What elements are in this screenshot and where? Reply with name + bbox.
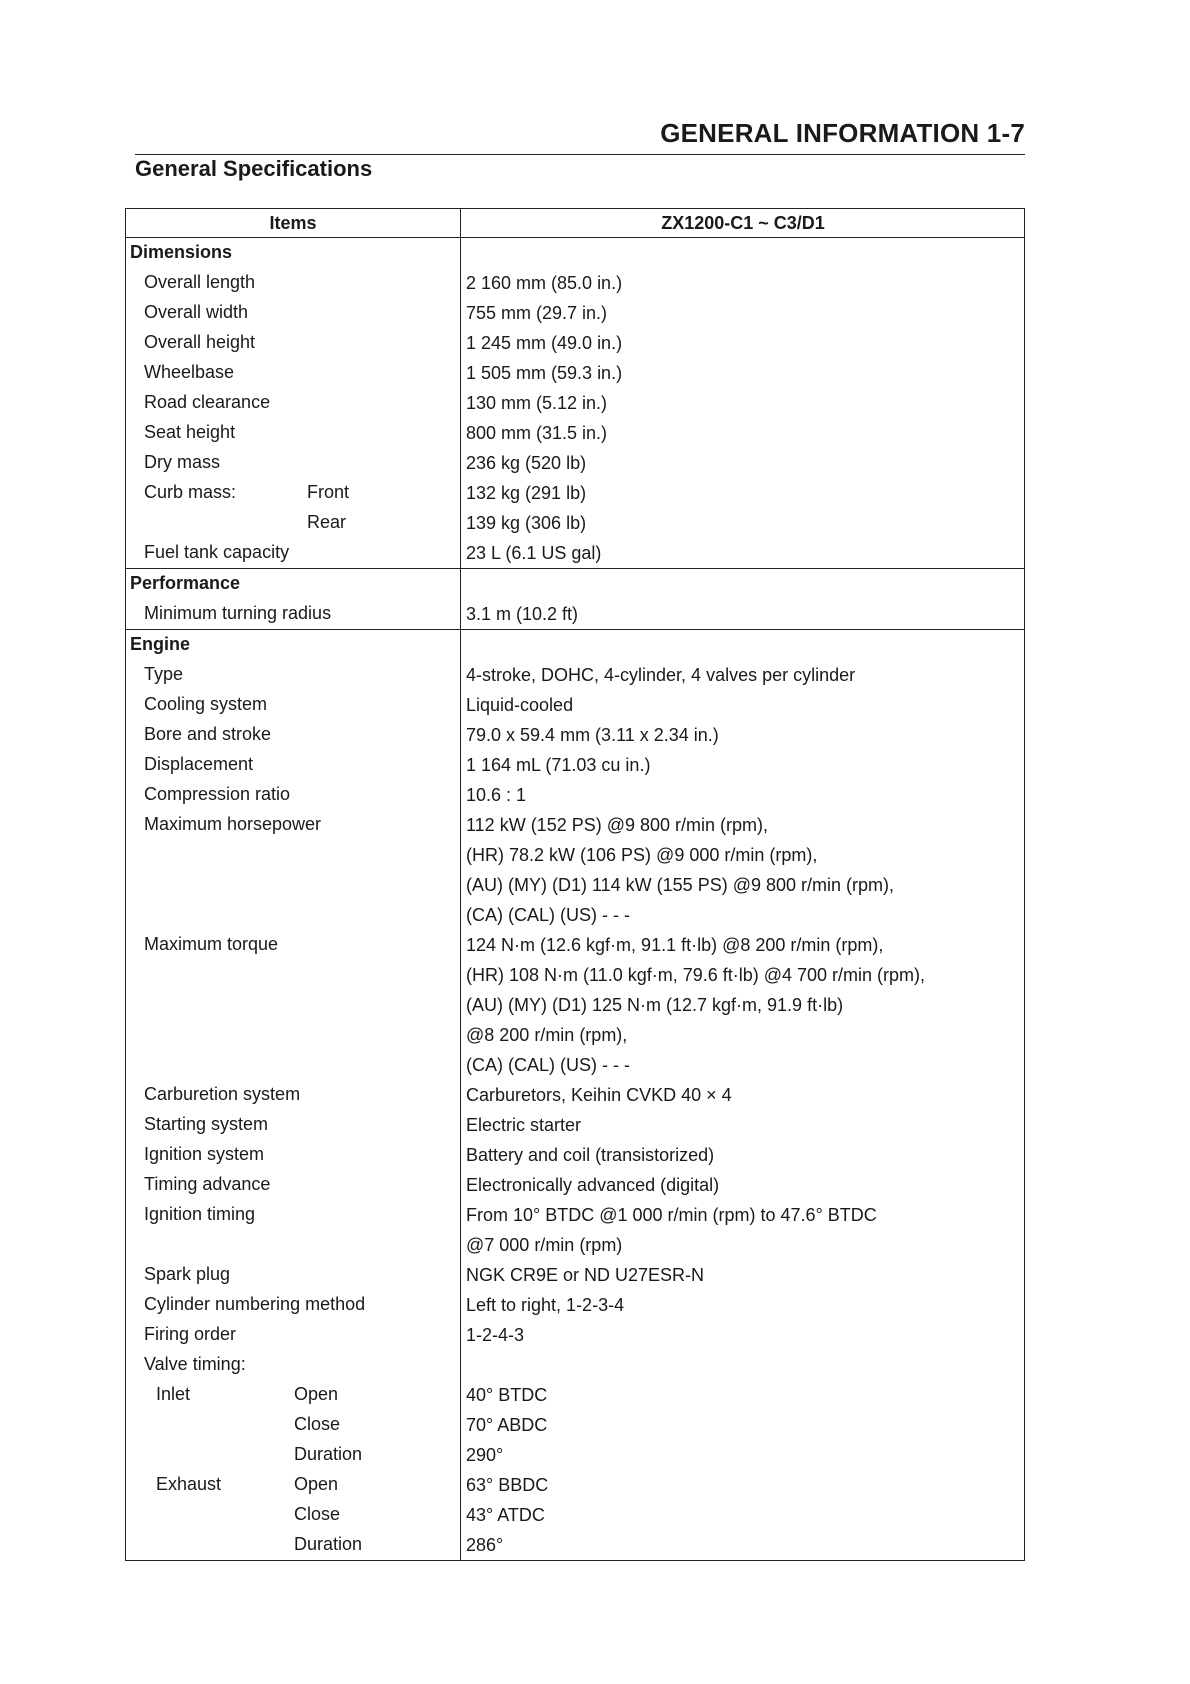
item-label: Overall width [144, 302, 249, 322]
item-label: Minimum turning radius [144, 603, 332, 623]
item-value: (AU) (MY) (D1) 114 kW (155 PS) @9 800 r/min (rpm), [466, 875, 895, 895]
table-row [126, 328, 1024, 358]
item-value: 124 N·m (12.6 kgf·m, 91.1 ft·lb) @8 200 r/min (rpm), [466, 935, 884, 955]
table-row [126, 960, 1024, 990]
table-row [126, 1260, 1024, 1290]
item-value: 286° [466, 1535, 504, 1555]
chapter-title: GENERAL INFORMATION 1-7 [660, 118, 1025, 148]
item-value: 1 164 mL (71.03 cu in.) [466, 755, 651, 775]
table-row [126, 268, 1024, 298]
header-items: Items [269, 213, 317, 233]
table-row [126, 599, 1024, 629]
table-row [126, 750, 1024, 780]
table-row [126, 508, 1024, 538]
table-row [126, 840, 1024, 870]
table-row [126, 1200, 1024, 1230]
item-value: (AU) (MY) (D1) 125 N·m (12.7 kgf·m, 91.9 ft·lb) [466, 995, 844, 1015]
table-row [126, 358, 1024, 388]
item-label: Ignition timing [144, 1204, 256, 1224]
item-label: Maximum torque [144, 934, 279, 954]
item-value: 139 kg (306 lb) [466, 513, 587, 533]
item-label: Wheelbase [144, 362, 235, 382]
table-row [126, 388, 1024, 418]
table-row [126, 1290, 1024, 1320]
item-label: Fuel tank capacity [144, 542, 290, 562]
item-value: From 10° BTDC @1 000 r/min (rpm) to 47.6° BTDC [466, 1205, 877, 1225]
item-label: Firing order [144, 1324, 237, 1344]
table-row [126, 870, 1024, 900]
item-value: Electric starter [466, 1115, 582, 1135]
table-row [126, 478, 1024, 508]
table-row [126, 448, 1024, 478]
table-row [126, 780, 1024, 810]
item-value: (CA) (CAL) (US) - - - [466, 905, 630, 925]
item-value: 2 160 mm (85.0 in.) [466, 273, 623, 293]
table-row [126, 1320, 1024, 1350]
item-label: Carburetion system [144, 1084, 301, 1104]
item-value: Carburetors, Keihin CVKD 40 × 4 [466, 1085, 732, 1105]
sub-label: Rear [307, 512, 347, 532]
item-label: Bore and stroke [144, 724, 272, 744]
item-value: 1-2-4-3 [466, 1325, 525, 1345]
item-label: Seat height [144, 422, 236, 442]
sub-label: Duration [294, 1444, 363, 1464]
table-row [126, 1530, 1024, 1560]
section-dimensions [126, 238, 1024, 569]
item-value: 132 kg (291 lb) [466, 483, 587, 503]
item-value: 112 kW (152 PS) @9 800 r/min (rpm), [466, 815, 769, 835]
section-heading: Engine [130, 634, 191, 654]
item-value: 130 mm (5.12 in.) [466, 393, 608, 413]
item-value: 79.0 x 59.4 mm (3.11 x 2.34 in.) [466, 725, 719, 745]
table-row [126, 569, 1024, 599]
item-label: Overall length [144, 272, 256, 292]
sub-label: Close [294, 1414, 341, 1434]
item-value: 1 245 mm (49.0 in.) [466, 333, 623, 353]
item-value: 40° BTDC [466, 1385, 548, 1405]
sub-label: Close [294, 1504, 341, 1524]
table-row [126, 298, 1024, 328]
section-engine [126, 630, 1024, 1560]
item-value: (HR) 78.2 kW (106 PS) @9 000 r/min (rpm), [466, 845, 818, 865]
item-label: Cooling system [144, 694, 268, 714]
item-label: Curb mass: [144, 482, 237, 502]
table-row [126, 1170, 1024, 1200]
item-value: Left to right, 1-2-3-4 [466, 1295, 625, 1315]
table-row [126, 1350, 1024, 1380]
item-value: 70° ABDC [466, 1415, 548, 1435]
table-row [126, 930, 1024, 960]
item-label: Compression ratio [144, 784, 291, 804]
item-label: Ignition system [144, 1144, 265, 1164]
sub-label: Open [294, 1384, 339, 1404]
table-row [126, 810, 1024, 840]
table-row [126, 1470, 1024, 1500]
item-value: 236 kg (520 lb) [466, 453, 587, 473]
item-value: Liquid-cooled [466, 695, 574, 715]
item-value: (CA) (CAL) (US) - - - [466, 1055, 630, 1075]
table-row [126, 660, 1024, 690]
table-row [126, 990, 1024, 1020]
header-model: ZX1200-C1 ~ C3/D1 [661, 213, 825, 233]
item-label: Type [144, 664, 184, 684]
item-value: 43° ATDC [466, 1505, 545, 1525]
table-row [126, 1380, 1024, 1410]
section-performance [126, 569, 1024, 630]
section-title: General Specifications [135, 156, 373, 181]
sub-label: Open [294, 1474, 339, 1494]
item-value: @7 000 r/min (rpm) [466, 1235, 623, 1255]
item-value: 3.1 m (10.2 ft) [466, 604, 579, 624]
section-heading: Performance [130, 573, 241, 593]
table-row [126, 630, 1024, 660]
item-value: (HR) 108 N·m (11.0 kgf·m, 79.6 ft·lb) @4 700 r/min (rpm), [466, 965, 926, 985]
table-header [126, 209, 1024, 238]
item-value: 1 505 mm (59.3 in.) [466, 363, 623, 383]
table-row [126, 900, 1024, 930]
item-label: Exhaust [156, 1474, 222, 1494]
table-row [126, 1020, 1024, 1050]
item-value: 4-stroke, DOHC, 4-cylinder, 4 valves per cylinder [466, 665, 856, 685]
item-label: Maximum horsepower [144, 814, 322, 834]
item-value: NGK CR9E or ND U27ESR-N [466, 1265, 705, 1285]
table-row [126, 1140, 1024, 1170]
item-label: Cylinder numbering method [144, 1294, 366, 1314]
item-value: 10.6 : 1 [466, 785, 527, 805]
item-value: 23 L (6.1 US gal) [466, 543, 602, 563]
item-value: 63° BBDC [466, 1475, 549, 1495]
item-value: 755 mm (29.7 in.) [466, 303, 608, 323]
sub-label: Front [307, 482, 350, 502]
item-label: Spark plug [144, 1264, 231, 1284]
table-row [126, 1230, 1024, 1260]
header-rule [135, 154, 1025, 155]
item-label: Inlet [156, 1384, 191, 1404]
table-row [126, 1110, 1024, 1140]
sub-label: Duration [294, 1534, 363, 1554]
item-value: 290° [466, 1445, 504, 1465]
table-row [126, 1440, 1024, 1470]
item-value: @8 200 r/min (rpm), [466, 1025, 628, 1045]
table-row [126, 690, 1024, 720]
table-row [126, 1080, 1024, 1110]
table-row [126, 238, 1024, 268]
table-row [126, 1410, 1024, 1440]
item-label: Starting system [144, 1114, 269, 1134]
spec-table [125, 208, 1025, 1561]
item-value: Battery and coil (transistorized) [466, 1145, 715, 1165]
table-row [126, 418, 1024, 448]
item-label: Dry mass [144, 452, 220, 472]
item-label: Road clearance [144, 392, 271, 412]
table-row [126, 538, 1024, 568]
table-row [126, 720, 1024, 750]
item-label: Timing advance [144, 1174, 271, 1194]
item-value: Electronically advanced (digital) [466, 1175, 720, 1195]
item-label: Valve timing: [144, 1354, 246, 1374]
item-label: Overall height [144, 332, 256, 352]
section-heading: Dimensions [130, 242, 233, 262]
item-value: 800 mm (31.5 in.) [466, 423, 608, 443]
table-row [126, 1050, 1024, 1080]
item-label: Displacement [144, 754, 254, 774]
table-row [126, 1500, 1024, 1530]
page-header [135, 118, 1025, 181]
